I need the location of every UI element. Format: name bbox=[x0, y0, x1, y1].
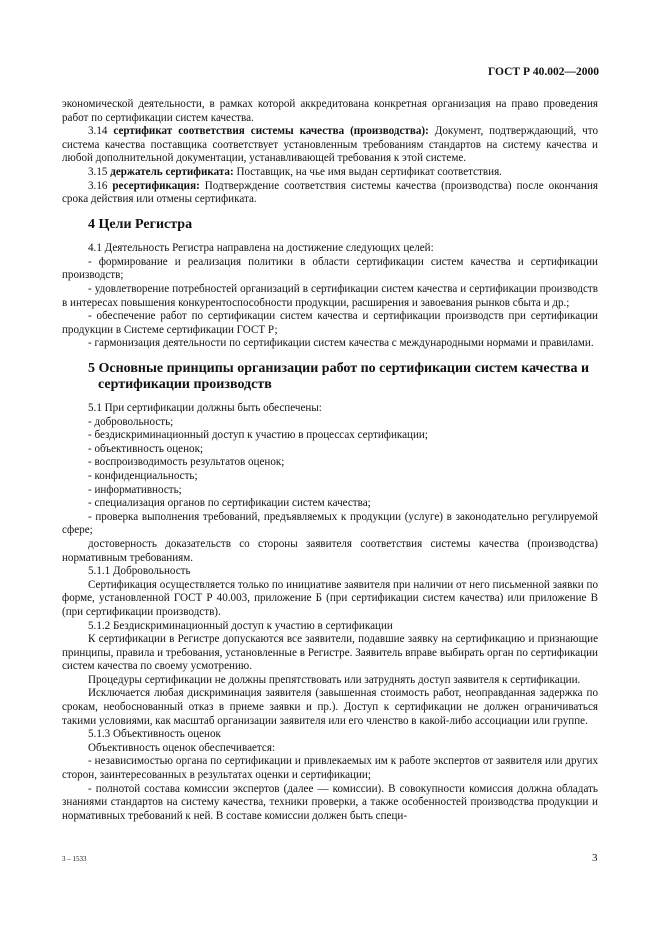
list-item: - полнотой состава комиссии экспертов (далее — комиссии). В совокупности комиссия должна обладать знаниями стандартов на систему качества, техники проверки, а также особенностей производства продукции и нормативных требований к ней. В составе комиссии должен быть специ- bbox=[62, 782, 598, 822]
list-item: - проверка выполнения требований, предъявляемых к продукции (услуге) в законодательно регулируемой сфере; bbox=[62, 510, 598, 537]
list-item: - объективность оценок; bbox=[88, 442, 204, 455]
list-item: - формирование и реализация политики в области сертификации систем качества и сертификации производств; bbox=[62, 255, 598, 282]
list-item: - обеспечение работ по сертификации систем качества и сертификации производств при сертификации продукции в Системе сертификации ГОСТ Р; bbox=[62, 310, 598, 336]
definition-number: 3.15 bbox=[88, 165, 108, 178]
list-item: - гармонизация деятельности по сертификации систем качества с международными нормами и правилами. bbox=[88, 337, 594, 350]
section-5-heading bbox=[88, 361, 598, 392]
definition-3-14 bbox=[62, 125, 598, 166]
list-item: - бездискриминационный доступ к участию в процессах сертификации; bbox=[88, 429, 428, 442]
section-number: 5 bbox=[88, 361, 95, 376]
list-item: - конфиденциальность; bbox=[88, 469, 198, 482]
section-title: Цели Регистра bbox=[98, 216, 193, 232]
page-body bbox=[62, 98, 598, 823]
definition-term: ресертификация: bbox=[112, 179, 200, 192]
list-item: - удовлетворение потребностей организаций в сертификации систем качества и сертификации производств в интересах повышения конкурентоспособности продукции, расширения и завоевания рынков сбыта и др.; bbox=[62, 283, 598, 309]
print-run-code: 3 – 1533 bbox=[62, 855, 87, 863]
definition-term: сертификат соответствия системы качества (производства): bbox=[113, 125, 429, 138]
definition-term: держатель сертификата: bbox=[110, 165, 234, 178]
section-title-line1: Основные принципы организации работ по сертификации систем качества и bbox=[98, 361, 590, 376]
document-code-header: ГОСТ Р 40.002—2000 bbox=[488, 66, 599, 78]
definition-text: Документ, подтверждающий, что система качества поставщика соответствует установленным требованиям стандартов на систему качества и любой дополнительной документации, устанавливающей требования к этой системе. bbox=[62, 125, 598, 165]
section-5-lead: 5.1 При сертификации должны быть обеспечены: bbox=[88, 402, 322, 414]
definition-text: Поставщик, на чье имя выдан сертификат соответствия. bbox=[236, 165, 502, 178]
definition-text: Подтверждение соответствия системы качества (производства) после окончания срока действия или отмены сертификата. bbox=[62, 179, 598, 206]
list-item-tail: достоверность доказательств со стороны заявителя соответствия системы качества (производства) нормативным требованиям. bbox=[62, 537, 598, 564]
subsection-5-1-2-heading: 5.1.2 Бездискриминационный доступ к участию в сертификации bbox=[88, 619, 393, 632]
list-item: - добровольность; bbox=[88, 415, 174, 428]
definition-number: 3.14 bbox=[88, 125, 108, 138]
subsection-5-1-3-heading: 5.1.3 Объективность оценок bbox=[88, 728, 221, 741]
subsection-5-1-3-lead: Объективность оценок обеспечивается: bbox=[88, 741, 276, 754]
section-4-lead: 4.1 Деятельность Регистра направлена на достижение следующих целей: bbox=[88, 242, 434, 255]
list-item: - воспроизводимость результатов оценок; bbox=[88, 456, 285, 469]
list-item: - информативность; bbox=[88, 483, 182, 496]
definition-3-15 bbox=[62, 166, 598, 180]
intro-paragraph: экономической деятельности, в рамках которой аккредитована конкретная организация на право проведения работ по сертификации систем качества. bbox=[62, 98, 598, 124]
list-item: - специализация органов по сертификации систем качества; bbox=[88, 497, 371, 510]
page-number: 3 bbox=[592, 852, 598, 864]
section-title-line2: сертификации производств bbox=[98, 376, 272, 392]
subsection-5-1-1-text: Сертификация осуществляется только по инициативе заявителя при наличии от него письменной заявки по форме, установленной ГОСТ Р 40.003, приложение Б (при сертификации систем качества) или приложение В (при сертификации производств). bbox=[62, 578, 598, 618]
section-4-heading bbox=[88, 217, 598, 233]
subsection-5-1-2-text: К сертификации в Регистре допускаются все заявители, подавшие заявку на сертификацию и признающие принципы, правила и требования, установленные в Регистре. Заявитель вправе выбирать орган по сертификации систем качества по своему усмотрению. bbox=[62, 633, 598, 673]
list-item: - независимостью органа по сертификации и привлекаемых им к работе экспертов от заявителя или других сторон, заинтересованных в результатах оценки и сертификации; bbox=[62, 755, 598, 782]
subsection-5-1-1-heading: 5.1.1 Добровольность bbox=[88, 565, 191, 578]
section-number: 4 bbox=[88, 216, 95, 232]
definition-number: 3.16 bbox=[88, 179, 108, 192]
subsection-5-1-2-text: Процедуры сертификации не должны препятствовать или затруднять доступ заявителя к сертификации. bbox=[88, 673, 581, 686]
subsection-5-1-2-text: Исключается любая дискриминация заявителя (завышенная стоимость работ, неоправданная задержка по срокам, необоснованный отказ в приеме заявки и пр.). Доступ к сертификации не должен ограничиваться такими условиями, как масштаб организации заявителя или его членство в какой-либо ассоциации или группе. bbox=[62, 687, 598, 727]
definition-3-16 bbox=[62, 180, 598, 207]
